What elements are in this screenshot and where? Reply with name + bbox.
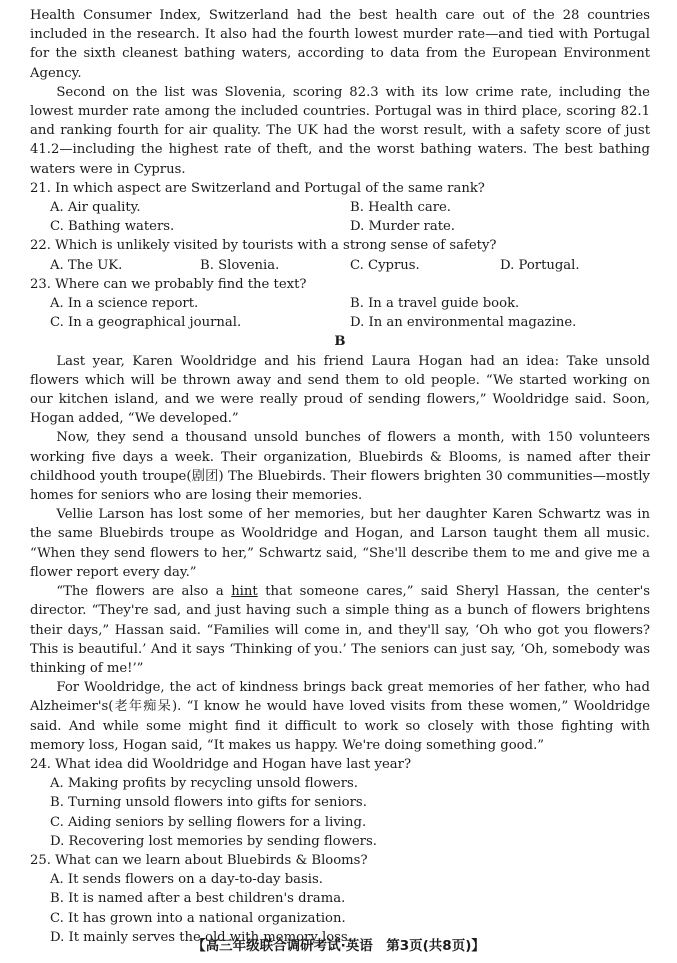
exam-page (30, 6, 650, 947)
option[interactable]: C. It has grown into a national organization. (50, 910, 346, 926)
option[interactable]: C. Aiding seniors by selling flowers for a living. (50, 814, 367, 830)
text: “The flowers are also a (56, 584, 232, 600)
section-title: B (334, 334, 346, 350)
question-stem: 24. What idea did Wooldridge and Hogan have last year? (30, 756, 412, 772)
question-24 (30, 755, 650, 851)
option[interactable]: B. In a travel guide book. (350, 296, 520, 312)
paragraph: Last year, Karen Wooldridge and his friend Laura Hogan had an idea: Take unsold flowers which will be thrown away and send them to old people. “We started working on our kitchen island, and we were really proud of sending flowers,” Wooldridge said. Soon, Hogan added, “We developed.” (30, 353, 650, 427)
options-row (30, 198, 650, 217)
option[interactable]: D. In an environmental magazine. (350, 315, 577, 331)
paragraph: Second on the list was Slovenia, scoring 82.3 with its low crime rate, including the lowest murder rate among the included countries. Portugal was in third place, scoring 82.1 and ranking fourth for air quality. The UK had the worst result, with a safety score of just 41.2—including the highest rate of theft, and the worst bathing waters. The best bathing waters were in Cyprus. (30, 84, 650, 177)
option[interactable]: A. It sends flowers on a day-to-day basis. (50, 872, 323, 888)
option[interactable]: A. In a science report. (50, 296, 199, 312)
passage-b (30, 352, 650, 755)
question-22 (30, 236, 650, 274)
paragraph-hint (30, 582, 650, 678)
paragraph: Vellie Larson has lost some of her memories, but her daughter Karen Schwartz was in the same Bluebirds troupe as Wooldridge and Hogan, and Larson taught them all music. “When they send flowers to her,” Schwartz said, “She'll describe them to me and give me a flower report every day.” (30, 507, 650, 580)
option[interactable]: B. Slovenia. (200, 257, 280, 273)
page-footer: 【高三年级联合调研考试·英语 第3页(共8页)】 (192, 938, 485, 954)
option[interactable]: D. Murder rate. (350, 219, 455, 235)
option[interactable]: B. It is named after a best children's drama. (50, 891, 346, 907)
option[interactable]: D. It mainly serves the old with memory loss. (50, 929, 352, 945)
question-stem: 25. What can we learn about Bluebirds & Blooms? (30, 852, 368, 868)
options-row (30, 313, 650, 332)
option[interactable]: A. The UK. (50, 257, 123, 273)
option[interactable]: C. Bathing waters. (50, 219, 175, 235)
paragraph: Health Consumer Index, Switzerland had the best health care out of the 28 countries included in the research. It also had the fourth lowest murder rate—and tied with Portugal for the sixth cleanest bathing waters, according to data from the European Environment Agency. (30, 8, 650, 81)
question-25 (30, 851, 650, 947)
question-stem: 21. In which aspect are Switzerland and Portugal of the same rank? (30, 180, 485, 196)
option[interactable]: C. In a geographical journal. (50, 315, 242, 331)
text: that someone cares,” said Sheryl Hassan, the center's director. “They're sad, and just having such a simple thing as a bunch of flowers brightens their days,” Hassan said. “Families will come in, and they'll say, ‘Oh who got you flowers? This is beautiful.’ And it says ‘Thinking of you.’ The seniors can just say, ‘Oh, somebody was thinking of me!’” (30, 584, 650, 676)
underlined-word: hint (231, 584, 258, 600)
question-21 (30, 179, 650, 237)
option[interactable]: D. Recovering lost memories by sending flowers. (50, 833, 377, 849)
passage-a-tail (30, 6, 650, 179)
option[interactable]: A. Making profits by recycling unsold flowers. (50, 776, 358, 792)
options-row (30, 256, 650, 275)
option[interactable]: B. Turning unsold flowers into gifts for seniors. (50, 795, 367, 811)
options-row (30, 294, 650, 313)
question-stem: 23. Where can we probably find the text? (30, 276, 307, 292)
option[interactable]: D. Portugal. (500, 257, 580, 273)
paragraph: Now, they send a thousand unsold bunches of flowers a month, with 150 volunteers working five days a week. Their organization, Bluebirds & Blooms, is named after their childhood youth troupe(剧团) The Bluebirds. Their flowers brighten 30 communities—mostly homes for seniors who are losing their memories. (30, 430, 650, 504)
question-23 (30, 275, 650, 333)
options-row (30, 217, 650, 236)
option[interactable]: B. Health care. (350, 200, 451, 216)
option[interactable]: C. Cyprus. (350, 257, 420, 273)
question-stem: 22. Which is unlikely visited by tourists with a strong sense of safety? (30, 238, 497, 254)
paragraph: For Wooldridge, the act of kindness brings back great memories of her father, who had Alzheimer's(老年痴呆). “I know he would have loved visits from these women,” Wooldridge said. And while some might find it difficult to work so closely with those fighting with memory loss, Hogan said, “It makes us happy. We're doing something good.” (30, 680, 650, 753)
option[interactable]: A. Air quality. (50, 200, 141, 216)
